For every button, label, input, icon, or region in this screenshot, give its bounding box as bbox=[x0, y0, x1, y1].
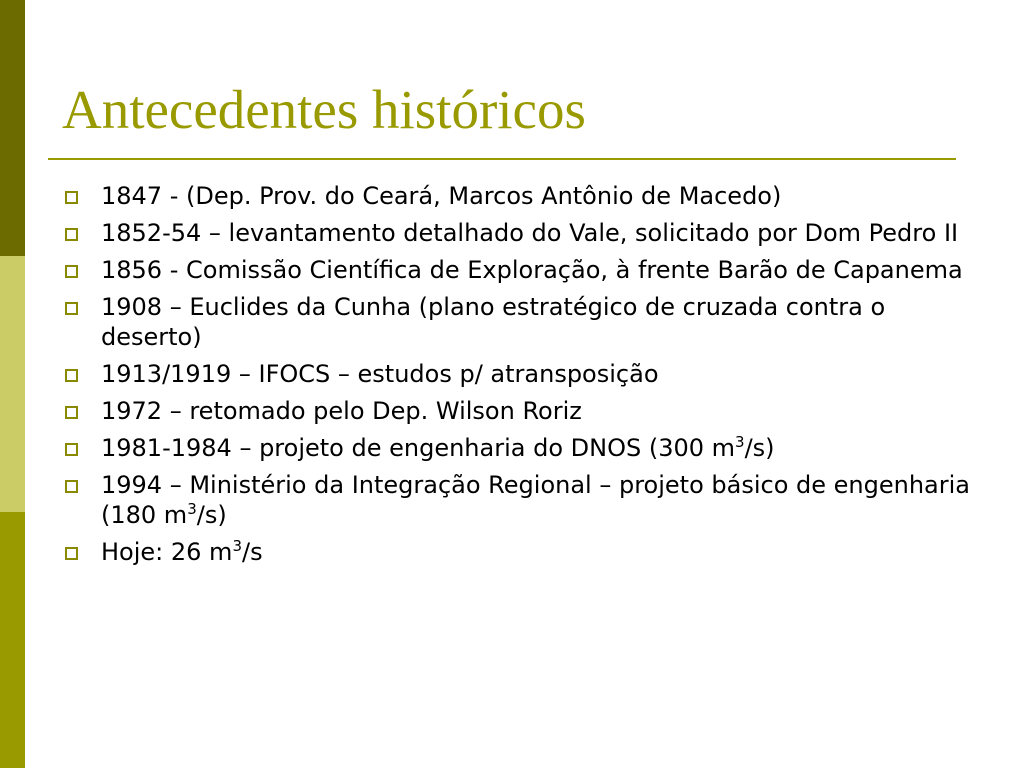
square-bullet-icon bbox=[65, 547, 78, 560]
bullet-text-part: 1908 – Euclides da Cunha (plano estratégico de cruzada contra o deserto) bbox=[101, 293, 886, 351]
bullet-text-part: Hoje: 26 m bbox=[101, 538, 233, 566]
bullet-text-part: 1972 – retomado pelo Dep. Wilson Roriz bbox=[101, 397, 582, 425]
square-bullet-icon bbox=[65, 480, 78, 493]
bullet-text-part: 1981-1984 – projeto de engenharia do DNOS (300 m bbox=[101, 434, 736, 462]
bullet-text bbox=[101, 256, 963, 284]
bullet-text bbox=[101, 434, 775, 462]
side-bar-bottom bbox=[0, 512, 25, 768]
slide-title: Antecedentes históricos bbox=[62, 79, 586, 140]
bullet-item bbox=[63, 255, 973, 285]
title-rule bbox=[48, 158, 956, 160]
square-bullet-icon bbox=[65, 406, 78, 419]
square-bullet-icon bbox=[65, 265, 78, 278]
square-bullet-icon bbox=[65, 228, 78, 241]
bullet-item bbox=[63, 396, 973, 426]
bullet-item bbox=[63, 537, 973, 567]
bullet-text-part: /s) bbox=[196, 501, 227, 529]
bullet-item bbox=[63, 292, 973, 352]
bullet-text bbox=[101, 397, 582, 425]
bullet-text-part: 1847 - (Dep. Prov. do Ceará, Marcos Antônio de Macedo) bbox=[101, 182, 782, 210]
bullet-text-part: 1913/1919 – IFOCS – estudos p/ atransposição bbox=[101, 360, 659, 388]
superscript: 3 bbox=[735, 433, 745, 451]
side-bar-middle bbox=[0, 256, 25, 512]
square-bullet-icon bbox=[65, 443, 78, 456]
bullet-text bbox=[101, 538, 263, 566]
bullet-text bbox=[101, 182, 781, 210]
bullet-text bbox=[101, 219, 958, 247]
bullet-item bbox=[63, 359, 973, 389]
bullet-text bbox=[101, 293, 885, 351]
superscript: 3 bbox=[232, 537, 242, 555]
square-bullet-icon bbox=[65, 191, 78, 204]
bullet-item bbox=[63, 470, 973, 530]
bullet-item bbox=[63, 218, 973, 248]
bullet-text-part: /s) bbox=[744, 434, 775, 462]
bullet-text-part: 1852-54 – levantamento detalhado do Vale, solicitado por Dom Pedro II bbox=[101, 219, 959, 247]
superscript: 3 bbox=[187, 500, 197, 518]
bullet-item bbox=[63, 433, 973, 463]
bullet-text bbox=[101, 471, 970, 529]
bullet-list bbox=[63, 181, 973, 574]
bullet-text bbox=[101, 360, 659, 388]
bullet-text-part: 1856 - Comissão Científica de Exploração, à frente Barão de Capanema bbox=[101, 256, 963, 284]
side-bar-top bbox=[0, 0, 25, 256]
bullet-text-part: /s bbox=[241, 538, 263, 566]
bullet-item bbox=[63, 181, 973, 211]
bullet-text-part: 1994 – Ministério da Integração Regional – projeto básico de engenharia (180 m bbox=[101, 471, 970, 529]
square-bullet-icon bbox=[65, 369, 78, 382]
square-bullet-icon bbox=[65, 302, 78, 315]
